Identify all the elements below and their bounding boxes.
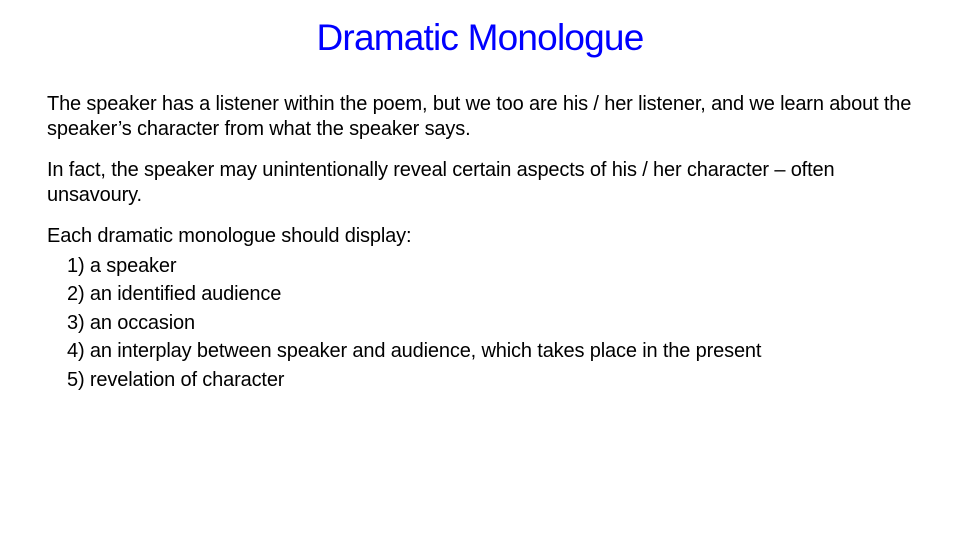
list-item-audience: 2) an identified audience [67, 283, 282, 306]
list-item-occasion: 3) an occasion [67, 311, 195, 334]
list-item-interplay: 4) an interplay between speaker and audience, which takes place in the present [67, 340, 762, 363]
list-intro: Each dramatic monologue should display: [47, 225, 412, 247]
slide-body [47, 92, 927, 394]
paragraph-reveal: In fact, the speaker may unintentionally reveal certain aspects of his / her character – often unsavoury. [47, 159, 835, 206]
criteria-list [47, 252, 927, 394]
slide-title: Dramatic Monologue [316, 17, 644, 58]
list-item-revelation: 5) revelation of character [67, 368, 285, 391]
paragraph-listener: The speaker has a listener within the poem, but we too are his / her listener, and we learn about the speaker’s character from what the speaker says. [47, 93, 912, 140]
list-item-speaker: 1) a speaker [67, 255, 177, 277]
